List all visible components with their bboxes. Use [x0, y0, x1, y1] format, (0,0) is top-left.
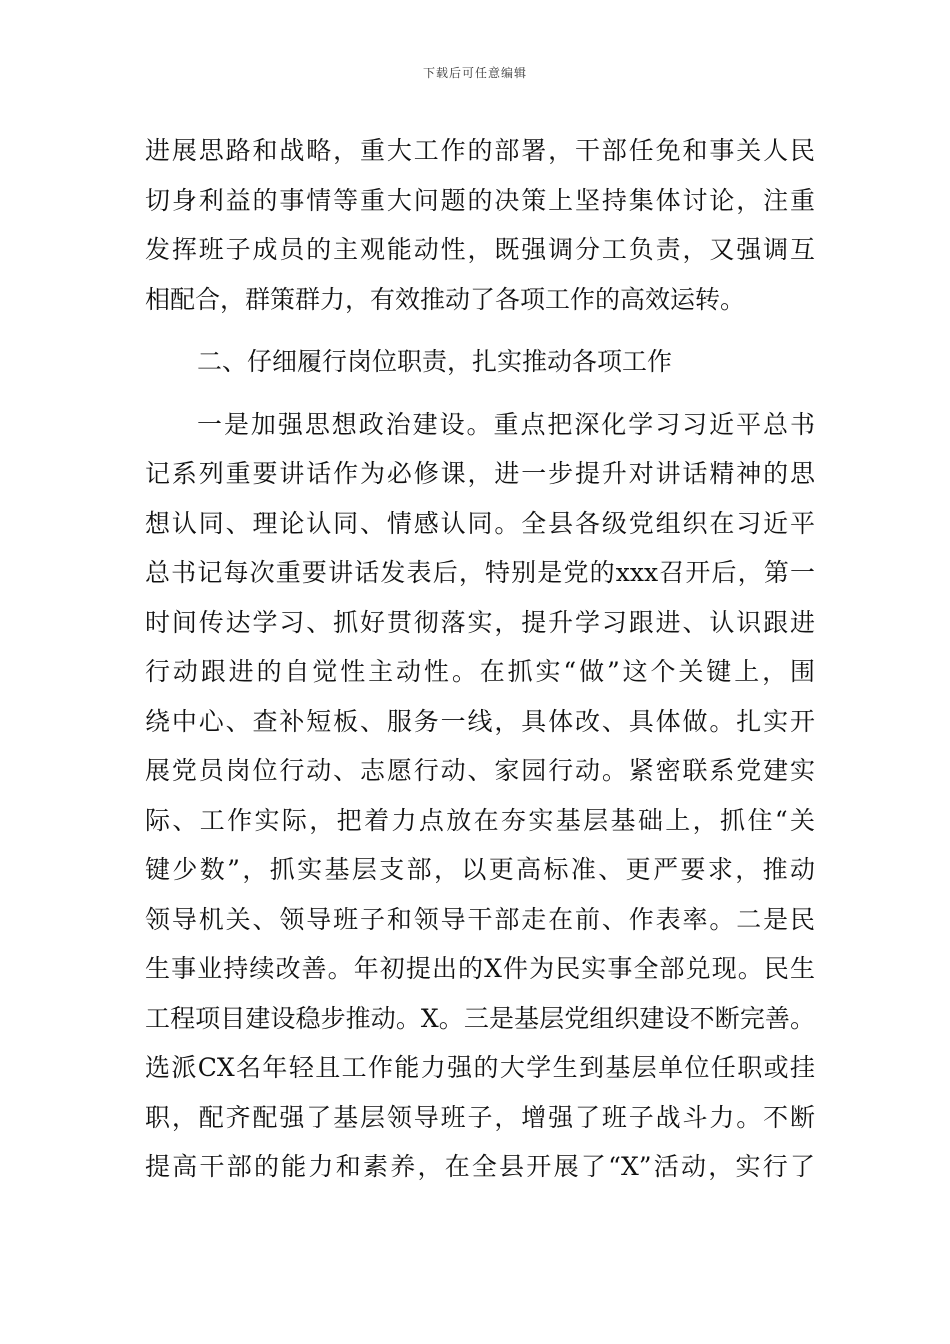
text-line: 领导机关、领导班子和领导干部走在前、作表率。二是民	[145, 904, 815, 934]
text-line: 生事业持续改善。年初提出的X件为民实事全部兑现。民生	[145, 954, 815, 983]
text-line: 想认同、理论认同、情感认同。全县各级党组织在习近平	[145, 508, 815, 538]
document-body	[145, 126, 815, 1192]
text-line: 职，配齐配强了基层领导班子，增强了班子战斗力。不断	[145, 1102, 815, 1132]
text-line: 记系列重要讲话作为必修课，进一步提升对讲话精神的思	[145, 459, 815, 488]
text-line: 一是加强思想政治建设。重点把深化学习习近平总书	[197, 409, 815, 439]
text-line: 选派CX名年轻且工作能力强的大学生到基层单位任职或挂	[145, 1053, 815, 1082]
page-header: 下载后可任意编辑	[422, 66, 527, 80]
text-line: 键少数”，抓实基层支部，以更高标准、更严要求，推动	[145, 855, 815, 884]
text-line: 展党员岗位行动、志愿行动、家园行动。紧密联系党建实	[145, 756, 815, 785]
text-line: 提高干部的能力和素养，在全县开展了“X”活动，实行了	[145, 1152, 815, 1181]
text-line: 际、工作实际，把着力点放在夯实基层基础上，抓住“关	[145, 805, 815, 835]
text-line: 绕中心、查补短板、服务一线，具体改、具体做。扎实开	[145, 706, 815, 736]
text-line: 发挥班子成员的主观能动性，既强调分工负责，又强调互	[145, 235, 815, 264]
text-line: 切身利益的事情等重大问题的决策上坚持集体讨论，注重	[145, 185, 815, 215]
text-line: 工程项目建设稳步推动。X。三是基层党组织建设不断完善。	[145, 1003, 815, 1033]
text-line: 行动跟进的自觉性主动性。在抓实“做”这个关键上，围	[145, 657, 815, 686]
text-line: 进展思路和战略，重大工作的部署，干部任免和事关人民	[145, 136, 815, 165]
text-line: 相配合，群策群力，有效推动了各项工作的高效运转。	[145, 284, 746, 314]
text-line: 总书记每次重要讲话发表后，特别是党的xxx召开后，第一	[145, 558, 815, 587]
text-line: 时间传达学习、抓好贯彻落实，提升学习跟进、认识跟进	[145, 607, 815, 637]
section-heading: 二、仔细履行岗位职责，扎实推动各项工作	[197, 347, 673, 376]
